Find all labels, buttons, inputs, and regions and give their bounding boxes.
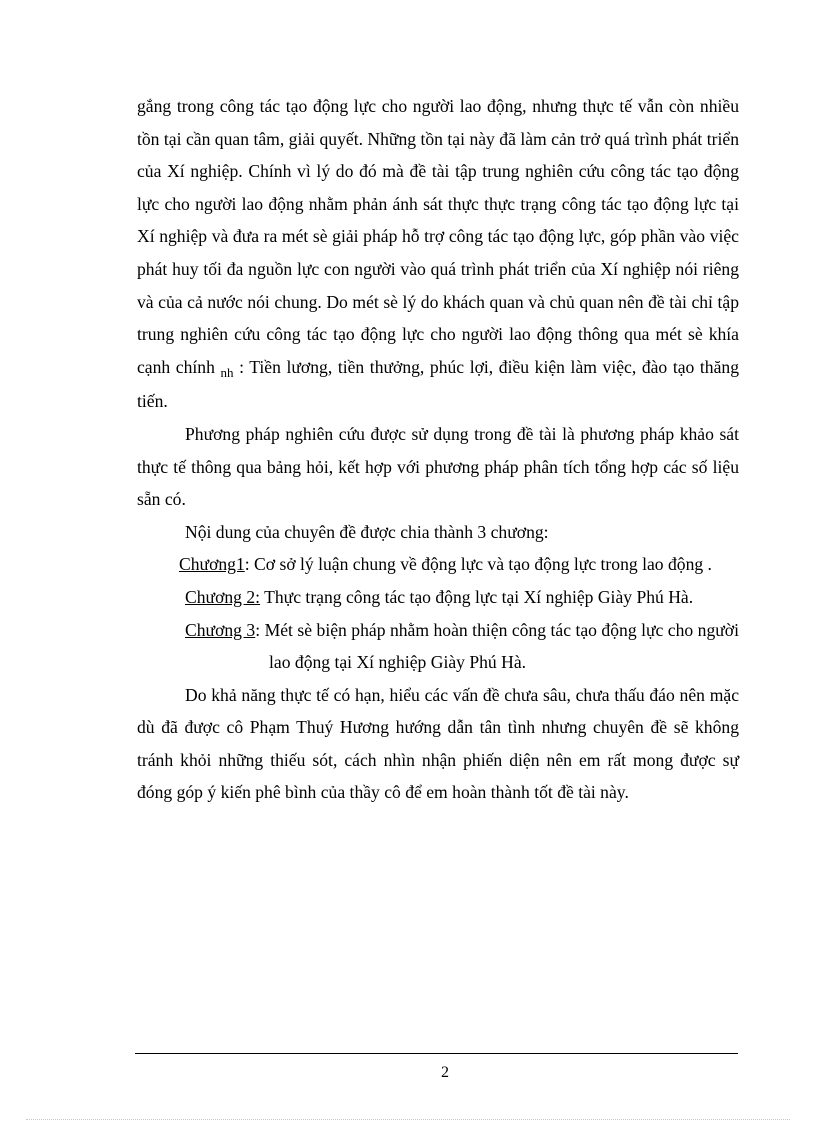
chapter-3-label: Chương 3 [185,619,256,640]
intro-text-main: gắng trong công tác tạo động lực cho người lao động, nhưng thực tế vẫn còn nhiều tồn tại cần quan tâm, giải quyết. Những tồn tại này đã làm cản trở quá trình phát triển của Xí nghiệp. Chính vì lý do đó mà đề tài tập trung nghiên cứu công tác tạo động lực cho người lao động nhằm phản ánh sát thực thực trạng công tác tạo động lực tại Xí nghiệp và đưa ra mét sè giải pháp hỗ trợ công tác tạo động lực, góp phần vào việc phát huy tối đa nguồn lực con người vào quá trình phát triển của Xí nghiệp nói riêng và của cả nước nói chung. Do mét sè lý do khách quan và chủ quan nên đề tài chỉ tập trung nghiên cứu công tác tạo động lực cho người lao động thông qua mét sè khía cạnh chính [137,96,739,377]
footer-divider [135,1053,738,1054]
intro-text-end: : Tiền lương, tiền thưởng, phúc lợi, điều kiện làm việc, đào tạo thăng tiến. [137,356,740,412]
closing-paragraph: Do khả năng thực tế có hạn, hiểu các vấn đề chưa sâu, chưa thấu đáo nên mặc dù đã được cô Phạm Thuý Hương hướng dẫn tân tình nhưng chuyên đề sẽ không tránh khỏi những thiếu sót, cách nhìn nhận phiến diện nên em rất mong được sự đóng góp ý kiến phê bình của thầy cô để em hoàn thành tốt đề tài này. [137,684,739,803]
chapter-item-1 [137,548,739,581]
method-paragraph: Phương pháp nghiên cứu được sử dụng trong đề tài là phương pháp khảo sát thực tế thông qua bảng hỏi, kết hợp với phương pháp phân tích tổng hợp các số liệu sẵn có. [137,423,739,510]
content-intro-paragraph: Nội dung của chuyên đề được chia thành 3 chương: [185,521,549,542]
document-body [137,90,739,809]
page-bottom-edge [26,1119,790,1120]
intro-paragraph [137,90,739,418]
chapter-2-title: Thực trạng công tác tạo động lực tại Xí nghiệp Giày Phú Hà. [260,586,694,607]
chapter-1-title: : Cơ sở lý luận chung về động lực và tạo động lực trong lao động . [244,554,712,575]
chapter-2-label: Chương 2: [185,586,261,607]
chapter-1-label: Chương1 [179,554,245,575]
intro-text-fragment: nh [220,364,234,380]
page-number: 2 [441,1064,449,1081]
chapter-item-3 [137,614,739,679]
chapter-3-title: : Mét sè biện pháp nhằm hoàn thiện công tác tạo động lực cho người lao động tại Xí nghiệp Giày Phú Hà. [255,619,739,673]
chapter-item-2 [137,581,739,614]
